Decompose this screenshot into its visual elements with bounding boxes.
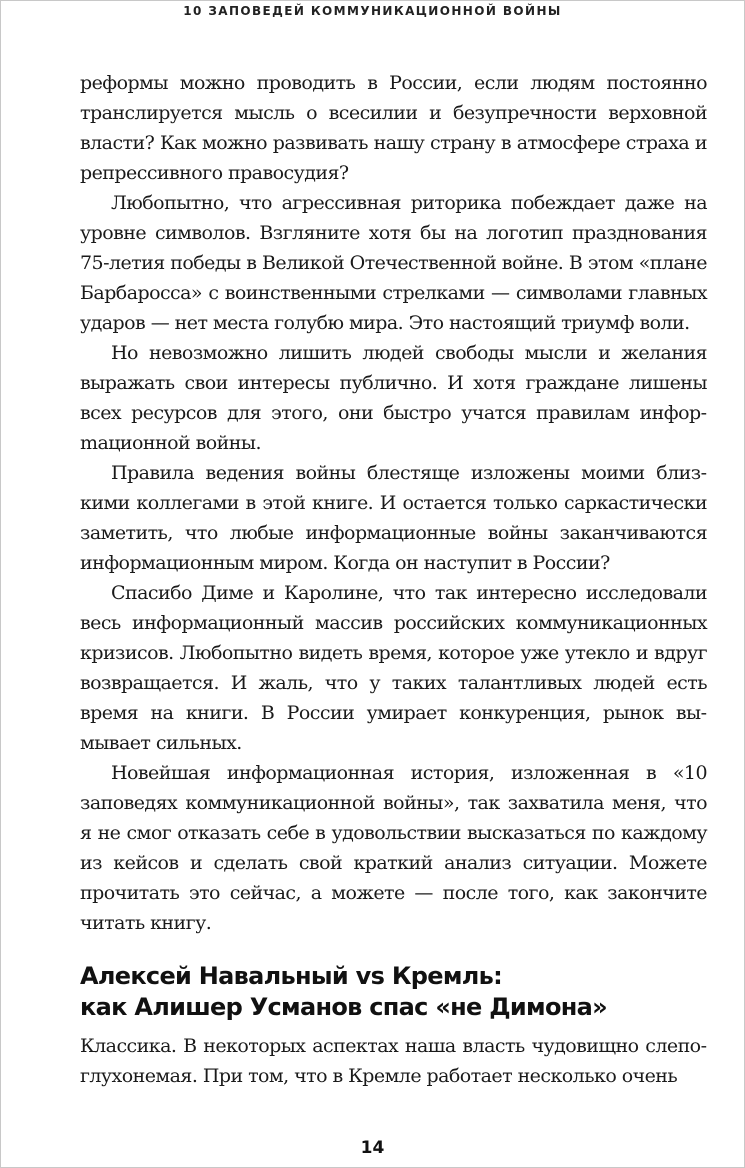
paragraph-rules: Правила ведения войны блестяще изложены моими близкими коллегами в этой книге. И остается только саркастически заметить, что любые информационные войны заканчиваются информационным миром. Когда он наступит в России? bbox=[80, 462, 707, 574]
paragraph-history: Новейшая информационная история, изложенная в «10 заповедях коммуникационной войны», так захватила меня, что я не смог отказать себе в удовольствии высказаться по каждому из кейсов и сделать свой краткий анализ ситуации. Можете прочитать это сейчас, а можете — после того, как закончите читать книгу. bbox=[80, 762, 707, 934]
running-header: 10 ЗАПОВЕДЕЙ КОММУНИКАЦИОННОЙ ВОЙНЫ bbox=[183, 4, 562, 18]
paragraph-freedom: Но невозможно лишить людей свободы мысли и желания выражать свои интересы публично. И хотя граждане лишены всех ресурсов для этого, они быстро учатся правилам инфорmационной войны. bbox=[80, 342, 707, 454]
section-text bbox=[80, 1031, 707, 1091]
section-heading bbox=[80, 961, 720, 1023]
section-heading-line-1: Алексей Навальный vs Кремль: bbox=[80, 962, 502, 990]
paragraph-symbols: Любопытно, что агрессивная риторика побеждает даже на уровне символов. Взгляните хотя бы на логотип празднования 75-летия победы в Великой Отечественной войне. В этом «плане Барбаросса» с воинственными стрелками — символами главных ударов — нет места голубю мира. Это настоящий триумф воли. bbox=[80, 192, 707, 334]
section-paragraph: Классика. В некоторых аспектах наша власть чудовищно слепоглухонемая. При том, что в Кремле работает несколько очень bbox=[80, 1035, 707, 1087]
section-heading-line-2: как Алишер Усманов спас «не Димона» bbox=[80, 993, 607, 1021]
page-number: 14 bbox=[360, 1138, 385, 1158]
body-text bbox=[80, 68, 707, 938]
paragraph-continued: реформы можно проводить в России, если людям постоянно транслируется мысль о всесилии и безупречности верховной власти? Как можно развивать нашу страну в атмосфере страха и репрессивного правосудия? bbox=[80, 72, 707, 184]
paragraph-thanks: Спасибо Диме и Каролине, что так интересно исследовали весь информационный массив российских коммуникационных кризисов. Любопытно видеть время, которое уже утекло и вдруг возвращается. И жаль, что у таких талантливых людей есть время на книги. В России умирает конкуренция, рынок вымывает сильных. bbox=[80, 582, 707, 754]
